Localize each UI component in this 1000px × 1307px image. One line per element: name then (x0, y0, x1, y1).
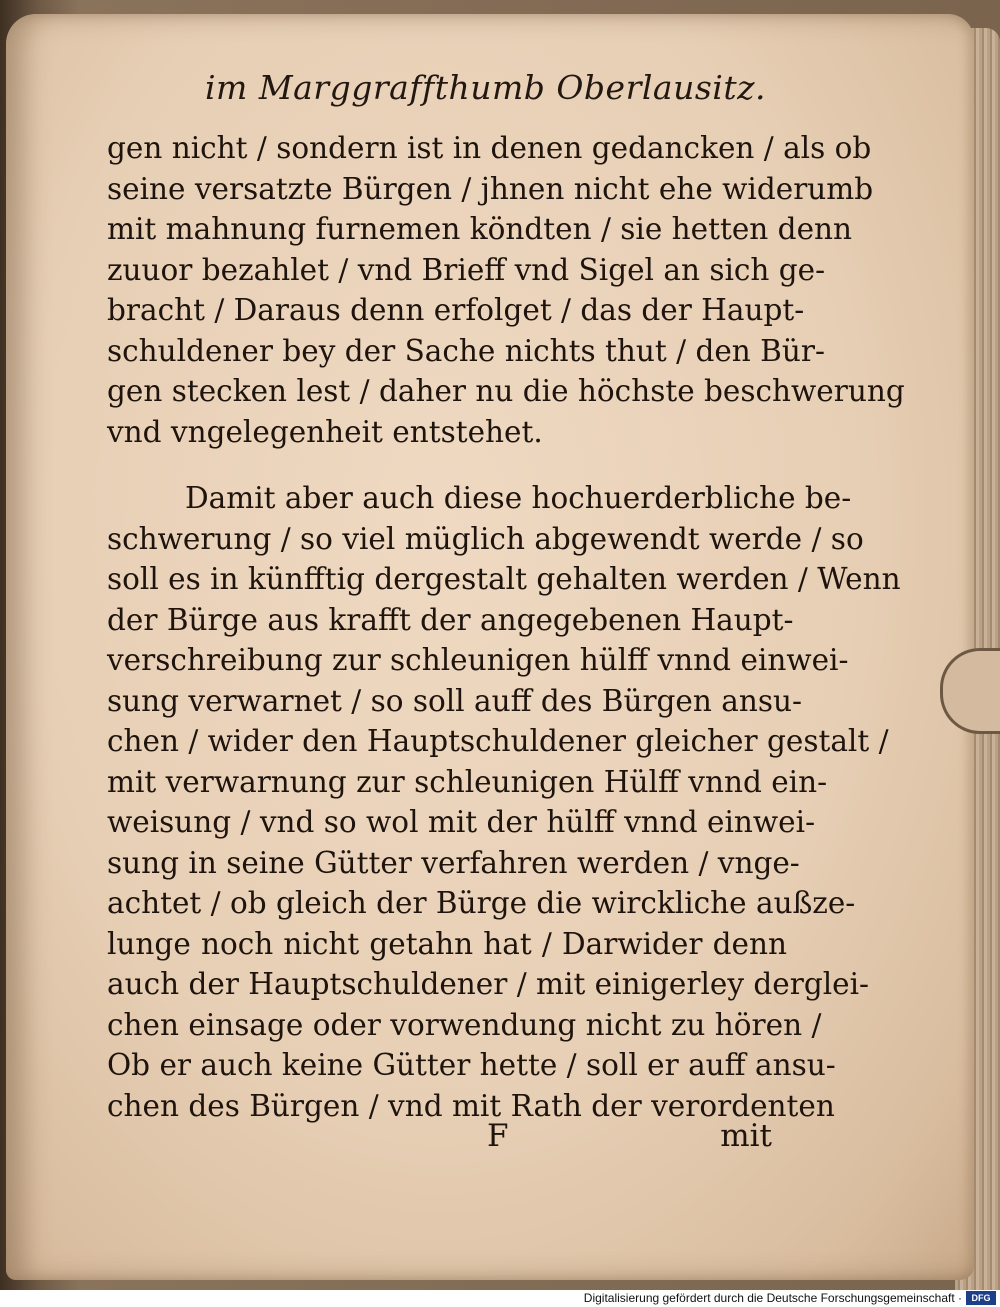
text-line: schuldener bey der Sache nichts thut / den Bür- (107, 333, 825, 368)
text-line: Ob er auch keine Gütter hette / soll er auff ansu- (107, 1048, 836, 1082)
text-line: chen einsage oder vorwendung nicht zu hören / (107, 1007, 822, 1042)
text-line: gen stecken lest / daher nu die höchste beschwerung (107, 374, 905, 408)
page-foot (107, 1118, 772, 1160)
credit-bar (0, 1290, 1000, 1307)
signature-mark: F (487, 1118, 509, 1154)
text-line: seine versatzte Bürgen / jhnen nicht ehe widerumb (107, 171, 874, 206)
text-line: weisung / vnd so wol mit der hülff vnnd einwei- (107, 805, 816, 839)
text-line: mit verwarnung zur schleunigen Hülff vnnd ein- (107, 764, 828, 799)
catchword: mit (720, 1118, 772, 1154)
text-line: zuuor bezahlet / vnd Brieff vnd Sigel an sich ge- (107, 252, 826, 287)
text-line: chen des Bürgen / vnd mit Rath der verordenten (107, 1088, 835, 1123)
text-line: bracht / Daraus denn erfolget / das der Haupt- (107, 293, 805, 327)
text-line: lunge noch nicht getahn hat / Darwider denn (107, 926, 787, 961)
paragraph-1 (107, 128, 905, 452)
text-line: der Bürge aus krafft der angegebenen Haupt- (107, 602, 794, 637)
text-line: sung verwarnet / so soll auff des Bürgen ansu- (107, 683, 802, 718)
text-line: Damit aber auch diese hochuerderbliche be- (185, 481, 852, 515)
text-line: chen / wider den Hauptschuldener gleicher gestalt / (107, 724, 889, 758)
text-line: verschreibung zur schleunigen hülff vnnd einwei- (107, 643, 849, 677)
text-line: schwerung / so viel müglich abgewendt werde / so (107, 521, 864, 556)
text-line: soll es in künfftig dergestalt gehalten werden / Wenn (107, 562, 901, 596)
text-line: gen nicht / sondern ist in denen gedancken / als ob (107, 131, 872, 165)
running-header: im Marggraffthumb Oberlausitz. (205, 68, 766, 107)
dfg-logo: DFG (966, 1291, 996, 1305)
text-line: sung in seine Gütter verfahren werden / vnge- (107, 845, 800, 880)
text-line: mit mahnung furnemen köndten / sie hetten denn (107, 212, 853, 246)
text-line: achtet / ob gleich der Bürge die wirckliche außze- (107, 886, 856, 920)
text-line: auch der Hauptschuldener / mit einigerley derglei- (107, 967, 870, 1001)
paragraph-2 (107, 478, 901, 1126)
text-line: vnd vngelegenheit entstehet. (107, 414, 543, 449)
funding-credit: Digitalisierung gefördert durch die Deutsche Forschungsgemeinschaft · (583, 1291, 962, 1305)
